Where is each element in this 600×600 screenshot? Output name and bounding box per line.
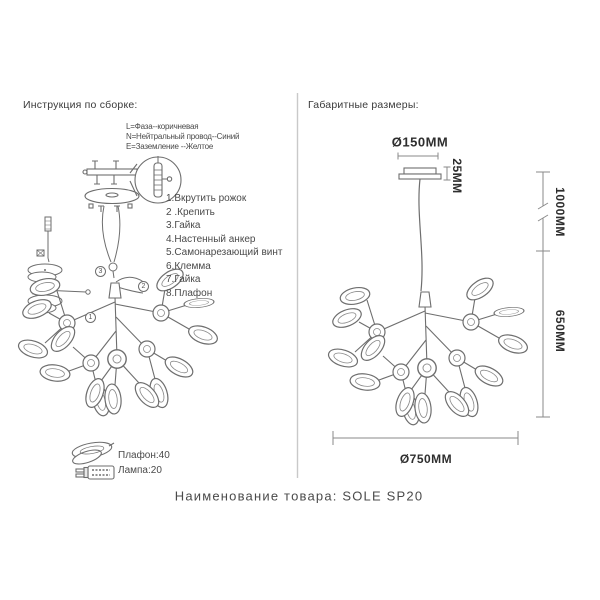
g4-lamp-icon xyxy=(76,466,114,479)
wiring-legend-ground: E=Заземление --Желтое xyxy=(126,142,214,151)
right-chandelier-drawing xyxy=(326,274,530,426)
leaf-shade-icon xyxy=(71,440,114,467)
shade-count-label: Плафон:40 xyxy=(118,450,170,461)
assembly-step: 3.Гайка xyxy=(166,220,201,231)
assembly-step: 7.Гайка xyxy=(166,274,201,285)
assembly-step: 6.Клемма xyxy=(166,260,211,272)
assembly-step: 4.Настенный анкер xyxy=(166,233,256,245)
wiring-legend-phase: L=Фаза--коричневая xyxy=(126,122,199,131)
right-panel-title: Габаритные размеры: xyxy=(308,99,419,111)
suspension-wires-drawing xyxy=(102,206,147,293)
lamp-count-label: Лампа:20 xyxy=(118,465,162,476)
dimension-canopy-drawing xyxy=(399,168,441,291)
product-caption: Наименование товара: SOLE SP20 xyxy=(174,488,424,504)
assembly-step: 2 .Крепить xyxy=(166,206,215,218)
assembly-step: 1.Вкрутить рожок xyxy=(166,193,247,204)
left-panel-title: Инструкция по сборке: xyxy=(23,99,138,111)
dim-canopy-diameter: Ø150MM xyxy=(391,134,449,150)
assembly-step: 5.Самонарезающий винт xyxy=(166,247,283,258)
dim-body-height: 650MM xyxy=(553,309,567,353)
wiring-legend-neutral: N=Нейтральный провод--Синий xyxy=(126,132,240,141)
dim-canopy-height: 25MM xyxy=(450,158,464,194)
callout-number-2: 2 xyxy=(138,281,149,292)
assembly-step: 8.Плафон xyxy=(166,287,213,299)
callout-number-1: 1 xyxy=(85,312,96,323)
callout-number-3: 3 xyxy=(95,266,106,277)
dim-body-diameter: Ø750MM xyxy=(399,452,453,466)
dim-suspension-length: 1000MM xyxy=(553,187,567,237)
